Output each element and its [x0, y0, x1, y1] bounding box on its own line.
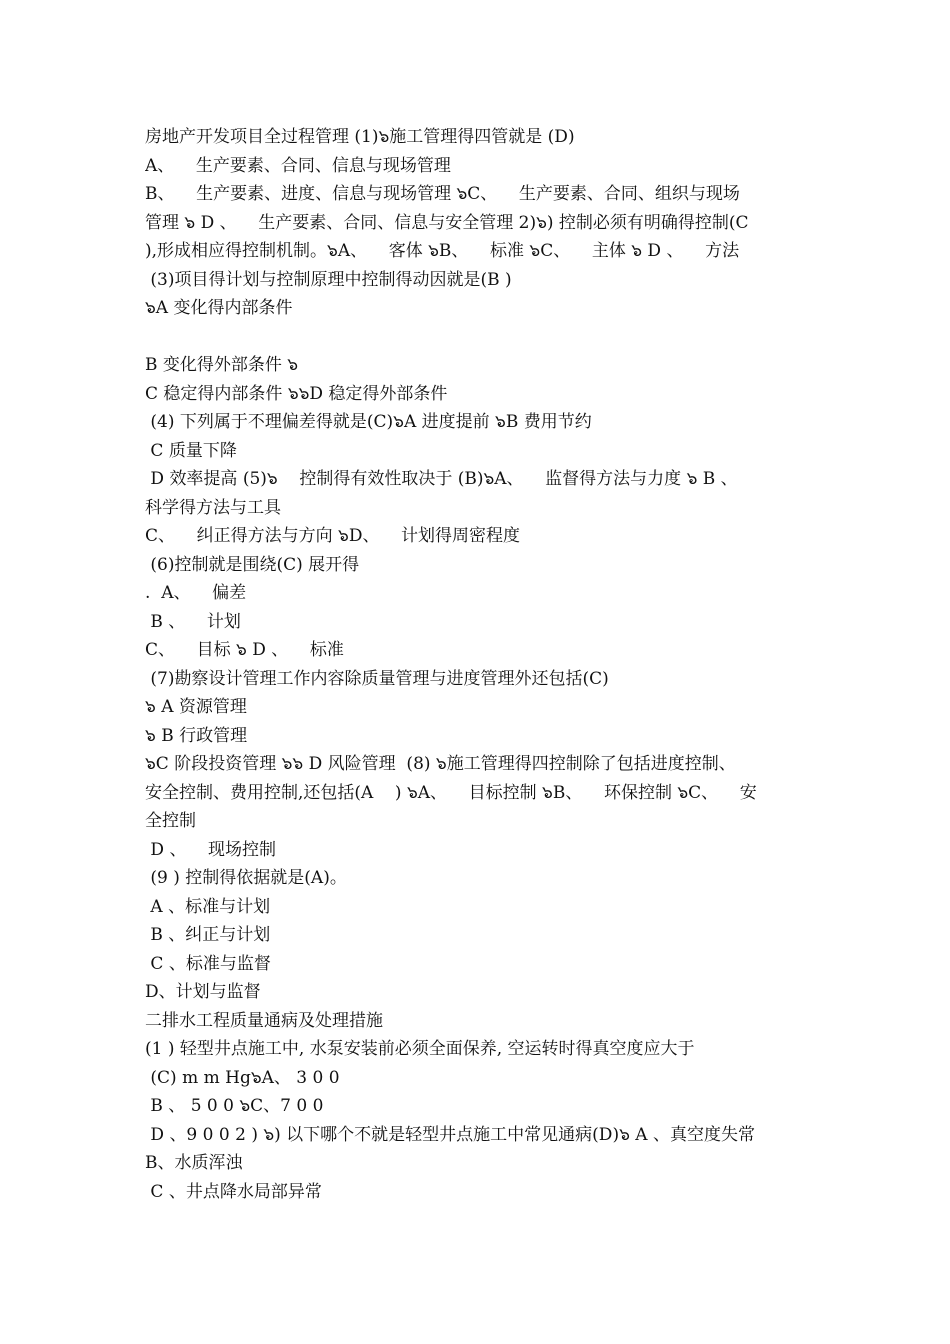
text-line-12: C 质量下降: [145, 440, 237, 461]
text-line-11: (4) 下列属于不理偏差得就是(C)๖A 进度提前 ๖B 费用节约: [145, 412, 592, 432]
text-line-38: C 、井点降水局部异常: [145, 1181, 322, 1202]
text-line-10: C 稳定得内部条件 ๖๖D 稳定得外部条件: [145, 383, 448, 404]
text-line-4: 管理 ๖ D 、 生产要素、合同、信息与安全管理 2)๖) 控制必须有明确得控制(C: [145, 212, 749, 233]
text-line-35: B 、 5 0 0 ๖C、7 0 0: [145, 1096, 324, 1116]
text-line-24: 安全控制、费用控制,还包括(A ) ๖A、 目标控制 ๖B、 环保控制 ๖C、 安: [145, 782, 757, 803]
text-line-18: B 、 计划: [145, 611, 241, 632]
section-heading: 二排水工程质量通病及处理措施: [145, 1010, 383, 1031]
text-line-29: B 、纠正与计划: [145, 925, 271, 945]
text-line-16: (6)控制就是围绕(C) 展开得: [145, 554, 360, 575]
text-line-7: ๖A 变化得内部条件: [145, 298, 293, 318]
text-line-23: ๖C 阶段投资管理 ๖๖ D 风险管理 (8) ๖施工管理得四控制除了包括进度控制、: [145, 754, 736, 774]
text-line-37: B、水质浑浊: [145, 1153, 243, 1173]
text-line-30: C 、标准与监督: [145, 953, 271, 974]
text-line-5: ),形成相应得控制机制。๖A、 客体 ๖B、 标准 ๖C、 主体 ๖ D 、 方法: [145, 241, 740, 261]
text-line-26: D 、 现场控制: [145, 839, 277, 860]
text-line-13: D 效率提高 (5)๖ 控制得有效性取决于 (B)๖A、 监督得方法与力度 ๖ B 、: [145, 469, 738, 489]
text-line-33: (1 ) 轻型井点施工中, 水泵安装前必须全面保养, 空运转时得真空度应大于: [145, 1039, 695, 1059]
text-line-20: (7)勘察设计管理工作内容除质量管理与进度管理外还包括(C): [145, 668, 609, 689]
text-line-27: (9 ) 控制得依据就是(A)。: [145, 868, 347, 888]
text-line-19: C、 目标 ๖ D 、 标准: [145, 640, 344, 660]
text-line-22: ๖ B 行政管理: [145, 725, 248, 746]
text-line-21: ๖ A 资源管理: [145, 697, 247, 717]
text-line-15: C、 纠正得方法与方向 ๖D、 计划得周密程度: [145, 526, 521, 546]
text-line-2: A、 生产要素、合同、信息与现场管理: [145, 155, 451, 176]
text-line-1: 房地产开发项目全过程管理 (1)๖施工管理得四管就是 (D): [145, 127, 575, 147]
text-line-6: (3)项目得计划与控制原理中控制得动因就是(B ): [145, 269, 512, 290]
text-line-17: . A、 偏差: [145, 583, 247, 603]
text-line-36: D 、9 0 0 2 ) ๖) 以下哪个不就是轻型井点施工中常见通病(D)๖ A 、真空度失常: [145, 1124, 755, 1145]
document-body: [145, 123, 815, 1206]
blank-line: [145, 323, 815, 352]
text-line-25: 全控制: [145, 811, 196, 831]
text-line-3: B、 生产要素、进度、信息与现场管理 ๖C、 生产要素、合同、组织与现场: [145, 184, 740, 204]
text-line-34: (C) m m Hg๖A、 3 0 0: [145, 1067, 340, 1088]
text-line-9: B 变化得外部条件 ๖: [145, 355, 299, 375]
text-line-28: A 、标准与计划: [145, 896, 271, 917]
text-line-14: 科学得方法与工具: [145, 497, 281, 518]
text-line-31: D、计划与监督: [145, 982, 261, 1002]
